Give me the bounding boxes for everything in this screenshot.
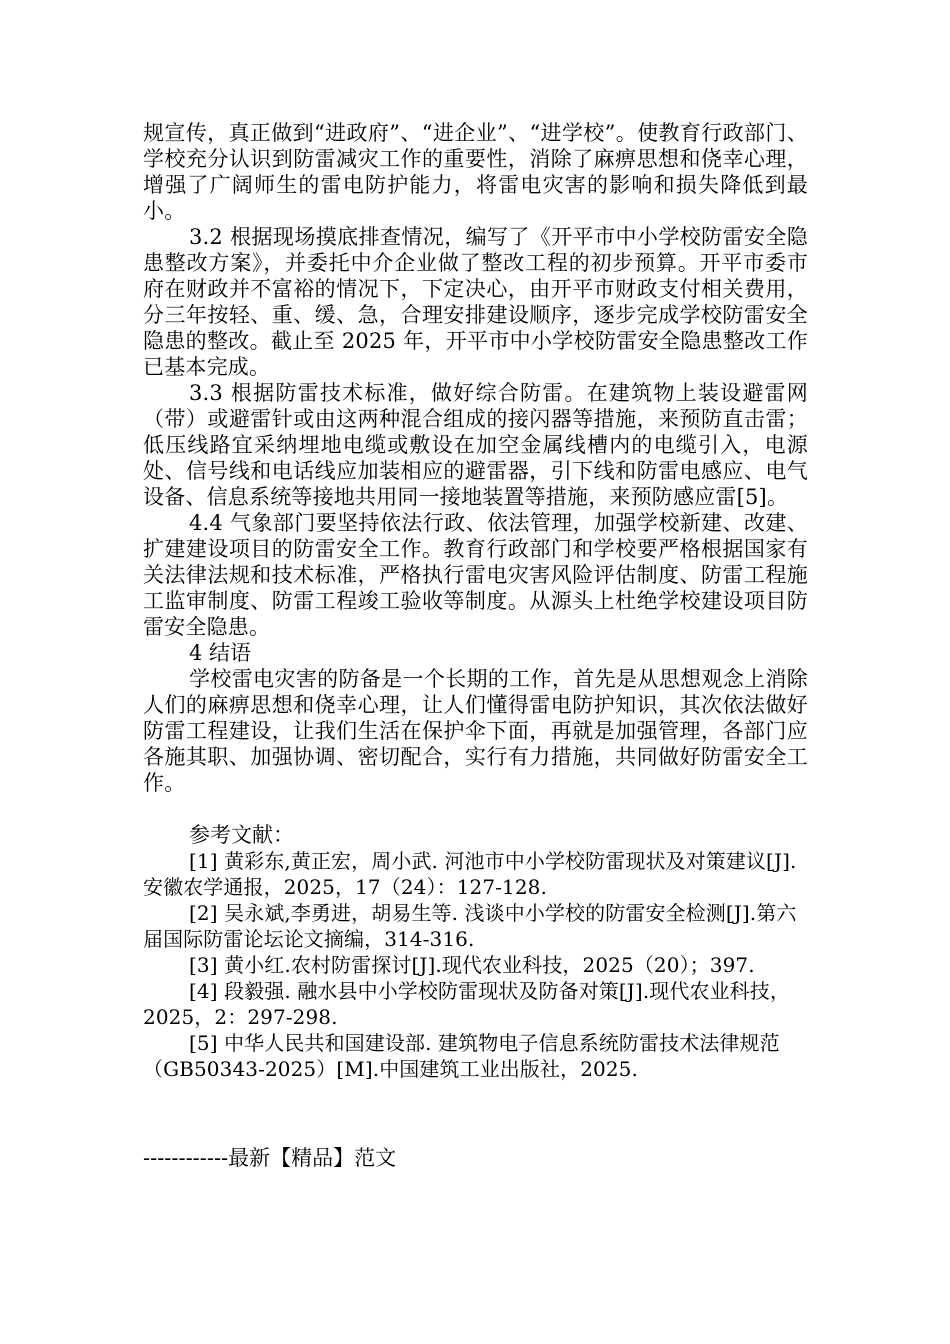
reference-item: [4] 段毅强. 融水县中小学校防雷现状及防备对策[J].现代农业科技，2025，2：297-298. <box>143 979 790 1029</box>
paragraph-3-2: 3.2 根据现场摸底排查情况，编写了《开平市中小学校防雷安全隐患整改方案》，并委托中介企业做了整改工程的初步预算。开平市委市府在财政并不富裕的情况下，下定决心，由开平市财政支付相关费用，分三年按轻、重、缓、急，合理安排建设顺序，逐步完成学校防雷安全隐患的整改。截止至 2025 年，开平市中小学校防雷安全隐患整改工作已基本完成。 <box>143 225 808 379</box>
paragraph-conclusion: 学校雷电灾害的防备是一个长期的工作，首先是从思想观念上消除人们的麻痹思想和侥幸心理，让人们懂得雷电防护知识，其次依法做好防雷工程建设，让我们生活在保护伞下面，再就是加强管理，各部门应各施其职、加强协调、密切配合，实行有力措施，共同做好防雷安全工作。 <box>143 667 808 795</box>
paragraph-3-3: 3.3 根据防雷技术标准，做好综合防雷。在建筑物上装设避雷网（带）或避雷针或由这两种混合组成的接闪器等措施，来预防直击雷；低压线路宜采纳埋地电缆或敷设在加空金属线槽内的电缆引入，电源处、信号线和电话线应加装相应的避雷器，引下线和防雷电感应、电气设备、信息系统等接地共用同一接地装置等措施，来预防感应雷[5]。 <box>143 381 808 509</box>
references-title: 参考文献： <box>189 823 294 847</box>
document-page <box>143 120 808 1082</box>
reference-item: [2] 吴永斌,李勇进，胡易生等. 浅谈中小学校的防雷安全检测[J].第六届国际防雷论坛论文摘编，314-316. <box>143 901 797 951</box>
section-heading-conclusion: 4 结语 <box>189 641 252 665</box>
footer-banner: ------------最新【精品】范文 <box>143 1146 397 1170</box>
reference-item: [5] 中华人民共和国建设部. 建筑物电子信息系统防雷技术法律规范（GB50343-2025）[M].中国建筑工业出版社，2025. <box>143 1031 780 1081</box>
reference-item: [1] 黄彩东,黄正宏，周小武. 河池市中小学校防雷现状及对策建议[J].安徽农学通报，2025，17（24）：127-128. <box>143 849 797 899</box>
reference-item: [3] 黄小红.农村防雷探讨[J].现代农业科技，2025（20）；397. <box>189 953 755 977</box>
paragraph-intro: 规宣传，真正做到“进政府”、“进企业”、“进学校”。使教育行政部门、学校充分认识到防雷减灾工作的重要性，消除了麻痹思想和侥幸心理，增强了广阔师生的雷电防护能力，将雷电灾害的影响和损失降低到最小。 <box>143 121 808 223</box>
references-list <box>143 848 808 1082</box>
paragraph-4-4: 4.4 气象部门要坚持依法行政、依法管理，加强学校新建、改建、扩建建设项目的防雷安全工作。教育行政部门和学校要严格根据国家有关法律法规和技术标准，严格执行雷电灾害风险评估制度、防雷工程施工监审制度、防雷工程竣工验收等制度。从源头上杜绝学校建设项目防雷安全隐患。 <box>143 511 808 639</box>
